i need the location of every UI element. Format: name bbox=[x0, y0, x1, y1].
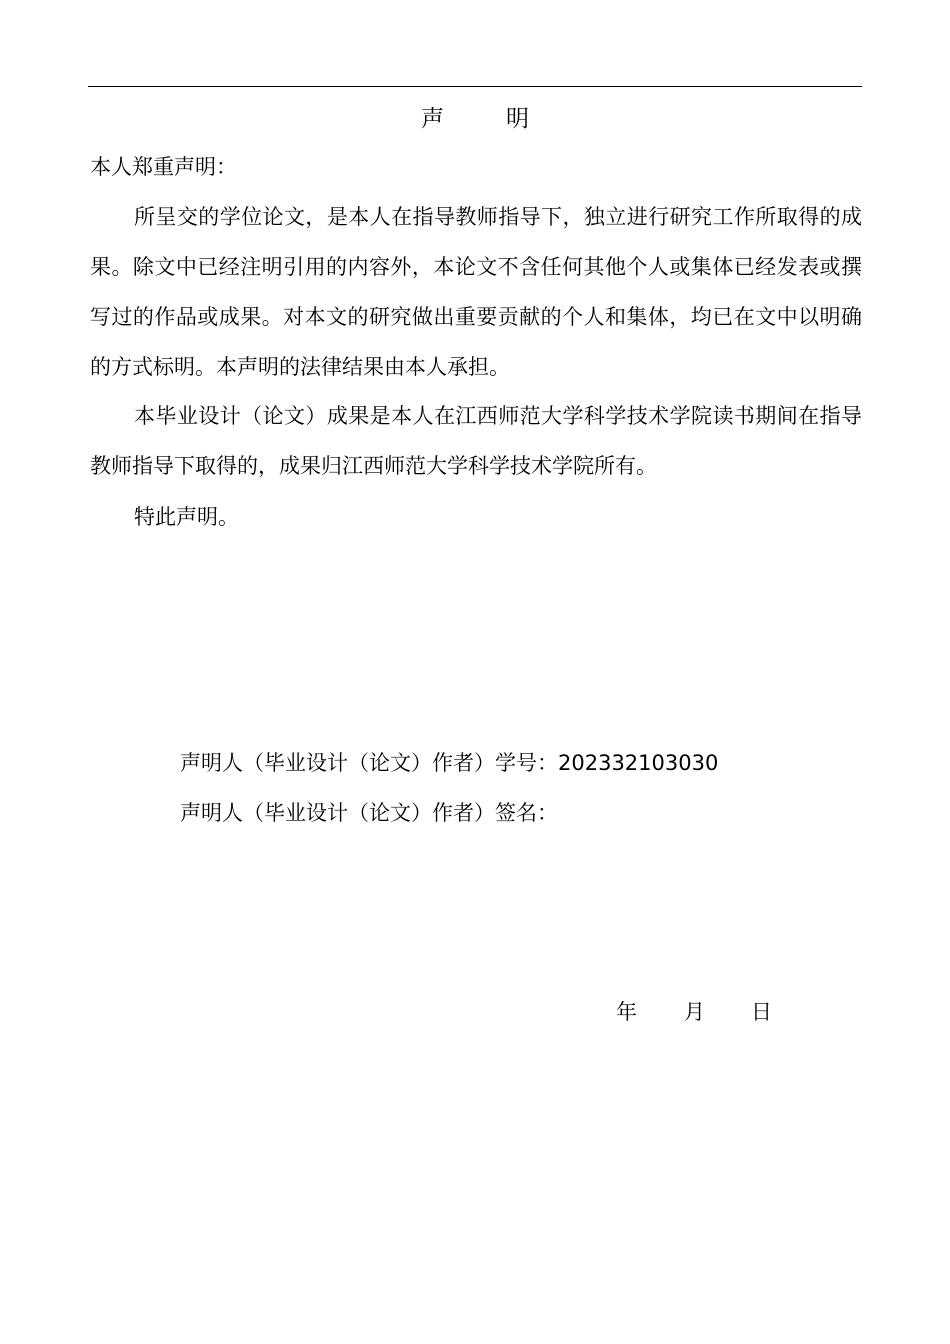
paragraph-originality: 所呈交的学位论文，是本人在指导教师指导下，独立进行研究工作所取得的成果。除文中已经注明引用的内容外，本论文不含任何其他个人或集体已经发表或撰写过的作品或成果。对本文的研究做出重要贡献的个人和集体，均已在文中以明确的方式标明。本声明的法律结果由本人承担。 bbox=[90, 205, 862, 379]
student-id-value: 202332103030 bbox=[558, 751, 719, 775]
student-id-line bbox=[180, 748, 718, 778]
paragraph-ownership: 本毕业设计（论文）成果是本人在江西师范大学科学技术学院读书期间在指导教师指导下取得的，成果归江西师范大学科学技术学院所有。 bbox=[90, 404, 862, 478]
lead-line: 本人郑重声明： bbox=[90, 155, 237, 179]
paragraph-closing: 特此声明。 bbox=[134, 505, 239, 529]
student-id-label: 声明人（毕业设计（论文）作者）学号： bbox=[180, 751, 558, 775]
title-char-2: 明 bbox=[506, 106, 529, 132]
date-day: 日 bbox=[751, 1000, 772, 1024]
page-title bbox=[0, 100, 950, 133]
header-rule bbox=[88, 86, 862, 87]
date-year: 年 bbox=[616, 1000, 637, 1024]
title-char-1: 声 bbox=[421, 106, 444, 132]
signature-label: 声明人（毕业设计（论文）作者）签名： bbox=[180, 801, 558, 825]
date-month: 月 bbox=[684, 1000, 705, 1024]
signature-line bbox=[180, 798, 558, 828]
